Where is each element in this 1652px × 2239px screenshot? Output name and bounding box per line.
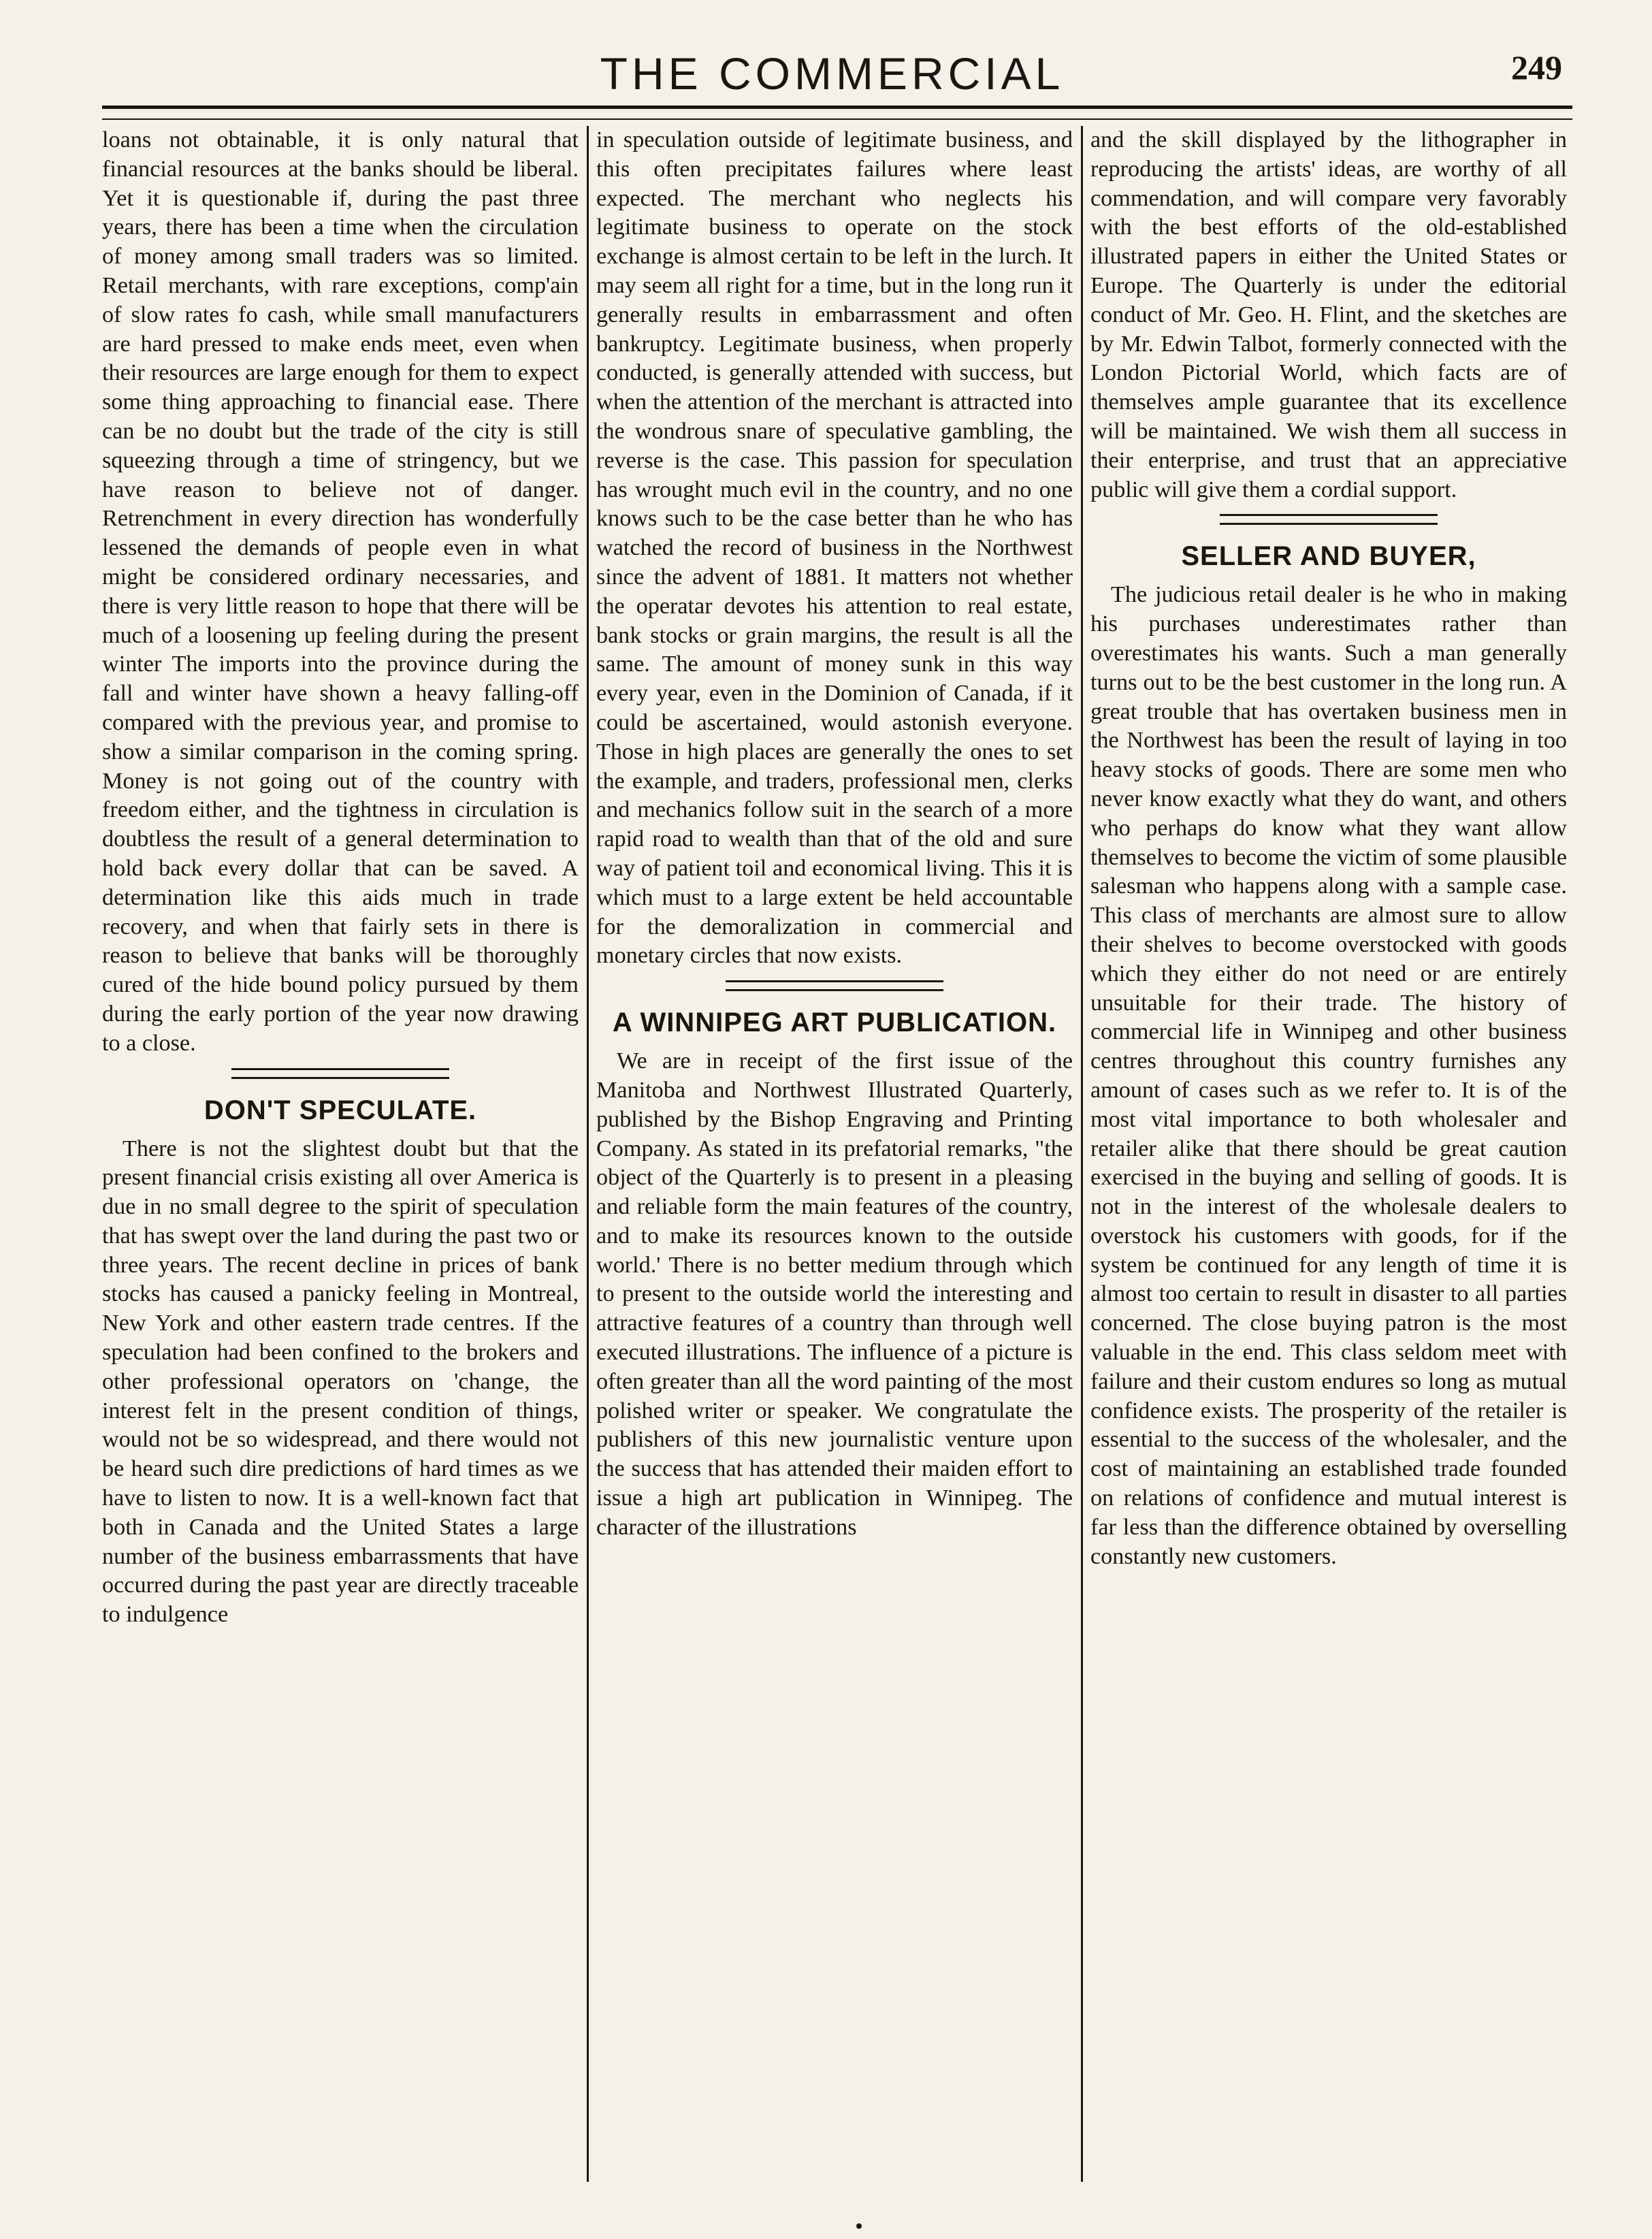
section-rule bbox=[1220, 514, 1438, 525]
article-heading: DON'T SPECULATE. bbox=[204, 1095, 477, 1125]
column-2 bbox=[596, 126, 1073, 2209]
article-columns bbox=[102, 126, 1572, 2209]
page-number: 249 bbox=[1511, 48, 1562, 86]
article-heading: SELLER AND BUYER, bbox=[1181, 541, 1476, 572]
column-divider bbox=[587, 126, 589, 2182]
section-rule bbox=[231, 1068, 449, 1079]
masthead-rule bbox=[102, 106, 1572, 120]
article-paragraph: The judicious retail dealer is he who in making his purchases underestimates rather than overestimates his wants. Such a man generally turns out to be the best customer in the long run. A great trouble that has overtaken business men in the Northwest has been the result of laying in too heavy stocks of goods. There are some men who never know exactly what they do want, and others who perhaps do know what they want allow themselves to become the victim of some plausible salesman who happens along with a sample case. This class of merchants are almost sure to allow their shelves to become overstocked with goods which they either do not need or are entirely unsuitable for their trade. The history of commercial life in Winnipeg and other business centres throughout this country furnishes any amount of cases such as we refer to. It is of the most vital importance to both wholesaler and retailer alike that there should be great caution exercised in the buying and selling of goods. It is not in the interest of the wholesale dealers to overstock his customers with goods, for if the system be continued for any length of time it is almost too certain to result in disaster to all parties concerned. The close buying patron is the most valuable in the end. This class seldom meet with failure and their custom endures so long as mutual confidence exists. The prosperity of the retailer is essential to the success of the wholesaler, and the cost of maintaining an established trade founded on relations of confidence and mutual interest is far less than the difference obtained by overselling constantly new customers. bbox=[1090, 582, 1567, 1569]
column-1 bbox=[102, 126, 579, 2209]
article-paragraph: There is not the slightest doubt but that the present financial crisis existing all over America is due in no small degree to the spirit of speculation that has swept over the land during the past two or three years. The recent decline in prices of bank stocks has caused a panicky feeling in Montreal, New York and other eastern trade centres. If the speculation had been confined to the brokers and other professional operators on 'change, the interest felt in the present condition of things, would not be so widespread, and there would not be heard such dire predictions of hard times as we have to listen to now. It is a well-known fact that both in Canada and the United States a large number of the business embarrassments that have occurred during the past year are directly traceable to indulgence bbox=[102, 1135, 579, 1628]
masthead bbox=[102, 27, 1562, 102]
print-speck bbox=[856, 2223, 862, 2229]
article-paragraph: We are in receipt of the first issue of the Manitoba and Northwest Illustrated Quarterly, published by the Bishop Engraving and Printing Company. As stated in its prefatorial remarks, "the object of the Quarterly is to present in a pleasing and reliable form the main features of the country, and to make its resources known to the outside world.' There is no better medium through which to present to the outside world the interesting and attractive features of a country than through well executed illustrations. The influence of a picture is often greater than all the word painting of the most polished writer or speaker. We congratulate the publishers of this new journalistic venture upon the success that has attended their maiden effort to issue a high art publication in Winnipeg. The character of the illustrations bbox=[596, 1048, 1073, 1540]
article-paragraph: loans not obtainable, it is only natural that financial resources at the banks should be liberal. Yet it is questionable if, during the past three years, there has been a time when the circulation of money among small traders was so limited. Retail merchants, with rare exceptions, comp'ain of slow rates fo cash, while small manufacturers are hard pressed to make ends meet, even when their resources are large enough for them to expect some thing approaching to financial ease. There can be no doubt but the trade of the city is still squeezing through a time of stringency, but we have reason to believe not of danger. Retrenchment in every direction has wonderfully lessened the demands of people even in what might be considered ordinary necessaries, and there is very little reason to hope that there will be much of a loosening up feeling during the present winter The imports into the province during the fall and winter have shown a heavy falling-off compared with the previous year, and promise to show a similar comparison in the coming spring. Money is not going out of the country with freedom either, and the tightness in circulation is doubtless the result of a general determination to hold back every dollar that can be saved. A determination like this aids much in trade recovery, and when that fairly sets in there is reason to believe that banks will be thoroughly cured of the hide bound policy pursued by them during the early portion of the year now drawing to a close. bbox=[102, 127, 579, 1056]
column-3 bbox=[1090, 126, 1567, 2209]
publication-title: THE COMMERCIAL bbox=[600, 48, 1065, 99]
article-paragraph: and the skill displayed by the lithographer in reproducing the artists' ideas, are worthy of all commendation, and will compare very favorably with the best efforts of the old-established illustrated papers in either the United States or Europe. The Quarterly is under the editorial conduct of Mr. Geo. H. Flint, and the sketches are by Mr. Edwin Talbot, formerly connected with the London Pictorial World, which facts are of themselves ample guarantee that its excellence will be maintained. We wish them all success in their enterprise, and trust that an appreciative public will give them a cordial support. bbox=[1090, 127, 1567, 502]
article-paragraph: in speculation outside of legitimate business, and this often precipitates failures where least expected. The merchant who neglects his legitimate business to operate on the stock exchange is almost certain to be left in the lurch. It may seem all right for a time, but in the long run it generally results in embarrassment and often bankruptcy. Legitimate business, when properly conducted, is generally attended with success, but when the attention of the merchant is attracted into the wondrous snare of speculative gambling, the reverse is the case. This passion for speculation has wrought much evil in the country, and no one knows such to be the case better than he who has watched the record of business in the Northwest since the advent of 1881. It matters not whether the operatar devotes his attention to real estate, bank stocks or grain margins, the result is all the same. The amount of money sunk in this way every year, even in the Dominion of Canada, if it could be ascertained, would astonish everyone. Those in high places are generally the ones to set the example, and traders, professional men, clerks and mechanics follow suit in the search of a more rapid road to wealth than that of the old and sure way of patient toil and economical living. This it is which must to a large extent be held accountable for the demoralization in commercial and monetary circles that now exists. bbox=[596, 127, 1073, 969]
article-heading: A WINNIPEG ART PUBLICATION. bbox=[612, 1008, 1057, 1038]
section-rule bbox=[726, 980, 943, 991]
column-divider bbox=[1081, 126, 1083, 2182]
